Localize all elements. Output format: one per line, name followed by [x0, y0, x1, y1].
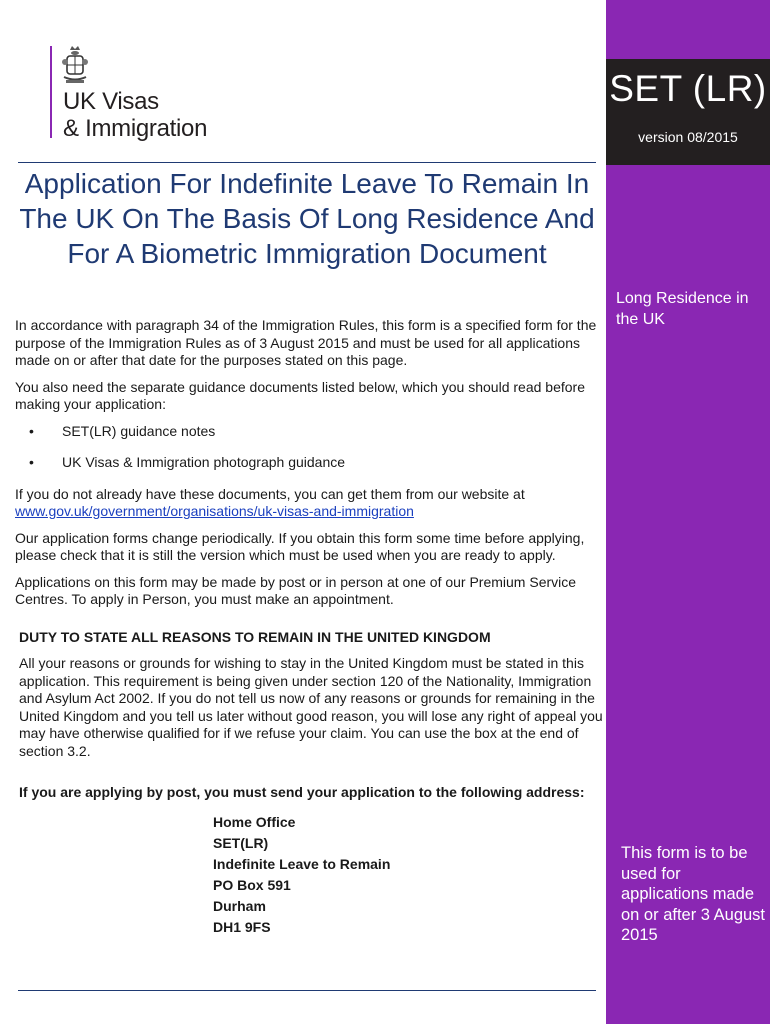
website-paragraph: If you do not already have these documents, you can get them from our website at www.gov.uk/government/organisations/uk-visas-and-immigration: [15, 485, 525, 519]
form-code-box: [606, 59, 770, 165]
document-body: [15, 317, 607, 938]
logo-divider: [50, 46, 52, 138]
royal-crest-icon: [61, 44, 89, 86]
bottom-rule: [18, 990, 596, 991]
intro-paragraph: In accordance with paragraph 34 of the Immigration Rules, this form is a specified form for the purpose of the Immigration Rules as of 3 August 2015 and must be used for all applications made on or after that date for the purposes stated on this page.: [15, 317, 597, 368]
website-link[interactable]: www.gov.uk/government/organisations/uk-visas-and-immigration: [15, 503, 414, 519]
form-version: version 08/2015: [638, 129, 738, 145]
postal-address: Home Office SET(LR) Indefinite Leave to Remain PO Box 591 Durham DH1 9FS: [213, 813, 391, 935]
top-rule: [18, 162, 596, 163]
validity-note: This form is to be used for applications made on or after 3 August 2015: [621, 844, 766, 944]
post-heading: If you are applying by post, you must send your application to the following address:: [19, 784, 585, 800]
form-code: SET (LR): [609, 68, 767, 109]
agency-logo-text: UK Visas & Immigration: [63, 88, 208, 142]
how-to-apply-paragraph: Applications on this form may be made by post or in person at one of our Premium Service Centres. To apply in Person, you must make an appointment.: [15, 573, 577, 607]
list-item: • UK Visas & Immigration photograph guidance: [29, 454, 346, 470]
page-title: Application For Indefinite Leave To Remain In The UK On The Basis Of Long Residence And For A Biometric Immigration Document: [19, 168, 595, 269]
list-item: • SET(LR) guidance notes: [29, 422, 216, 439]
duty-heading: DUTY TO STATE ALL REASONS TO REMAIN IN THE UNITED KINGDOM: [19, 628, 491, 645]
guidance-list: [15, 423, 607, 472]
guidance-intro: You also need the separate guidance documents listed below, which you should read before making your application:: [15, 378, 585, 412]
category-label: Long Residence in the UK: [616, 290, 749, 328]
duty-text: All your reasons or grounds for wishing to stay in the United Kingdom must be stated in this application. This requirement is being given under section 120 of the Nationality, Immigration and Asylum Act 2002. If you do not tell us now of any reasons or grounds for remaining in the United Kingdom and you tell us later without good reason, you will lose any right of appeal you may have otherwise qualified for if we refuse your claim. You can use the box at the end of section 3.2.: [19, 655, 603, 759]
forms-change-paragraph: Our application forms change periodically. If you obtain this form some time before applying, please check that it is still the version which must be used when you are ready to apply.: [15, 529, 585, 563]
